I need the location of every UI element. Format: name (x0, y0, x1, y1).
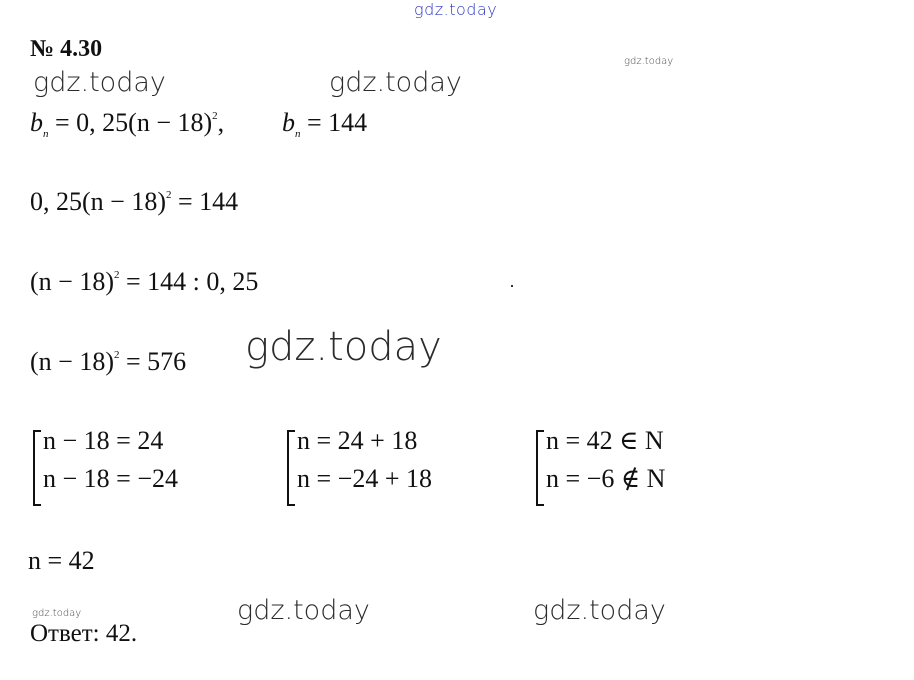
given-second (282, 108, 367, 140)
system-line-1: n − 18 = 24 (43, 426, 164, 455)
square-bracket (287, 430, 295, 506)
given-second-var: b (282, 108, 295, 137)
step-rhs: = 576 (119, 347, 187, 376)
system-line-2: n = −24 + 18 (297, 464, 432, 493)
square-bracket (33, 430, 41, 506)
system-line-2: n − 18 = −24 (43, 464, 178, 493)
answer-line: Ответ: 42. (30, 620, 138, 647)
step-equation (30, 267, 258, 297)
given-lhs-var: b (30, 108, 43, 137)
given-formula (30, 108, 224, 140)
step-exp: 2 (113, 349, 120, 361)
system-line-2: n = −6 ∉ N (546, 464, 666, 493)
given-rhs-exp: 2 (212, 110, 218, 122)
watermark-small-right: gdz.today (624, 56, 674, 67)
watermark-top: gdz.today (414, 0, 498, 19)
step-lhs: 0, 25(n − 18) (30, 187, 166, 216)
watermark-row1-left: gdz.today (33, 67, 166, 98)
step-exp: 2 (113, 269, 120, 281)
step-exp: 2 (165, 189, 172, 201)
square-bracket (536, 430, 544, 506)
step-rhs: = 144 (171, 187, 239, 216)
problem-number: № 4.30 (30, 36, 103, 62)
given-rhs: = 0, 25(n − 18) (55, 108, 213, 137)
given-second-sub: n (295, 128, 301, 140)
system-line-1: n = 42 ∈ N (546, 426, 664, 455)
step-equation (30, 347, 186, 377)
watermark-row1-mid: gdz.today (329, 67, 462, 98)
watermark-bottom-right: gdz.today (533, 595, 666, 626)
given-rhs-end: , (217, 108, 225, 137)
stray-dot (511, 285, 513, 287)
watermark-small-left: gdz.today (32, 608, 82, 619)
system-line-1: n = 24 + 18 (297, 426, 418, 455)
step-lhs: (n − 18) (30, 267, 114, 296)
given-lhs-sub: n (43, 128, 49, 140)
result-line: n = 42 (28, 546, 95, 575)
watermark-center: gdz.today (245, 324, 442, 370)
given-second-rhs: = 144 (307, 108, 368, 137)
watermark-bottom-mid: gdz.today (237, 595, 370, 626)
step-equation (30, 187, 238, 217)
step-lhs: (n − 18) (30, 347, 114, 376)
step-rhs: = 144 : 0, 25 (119, 267, 259, 296)
